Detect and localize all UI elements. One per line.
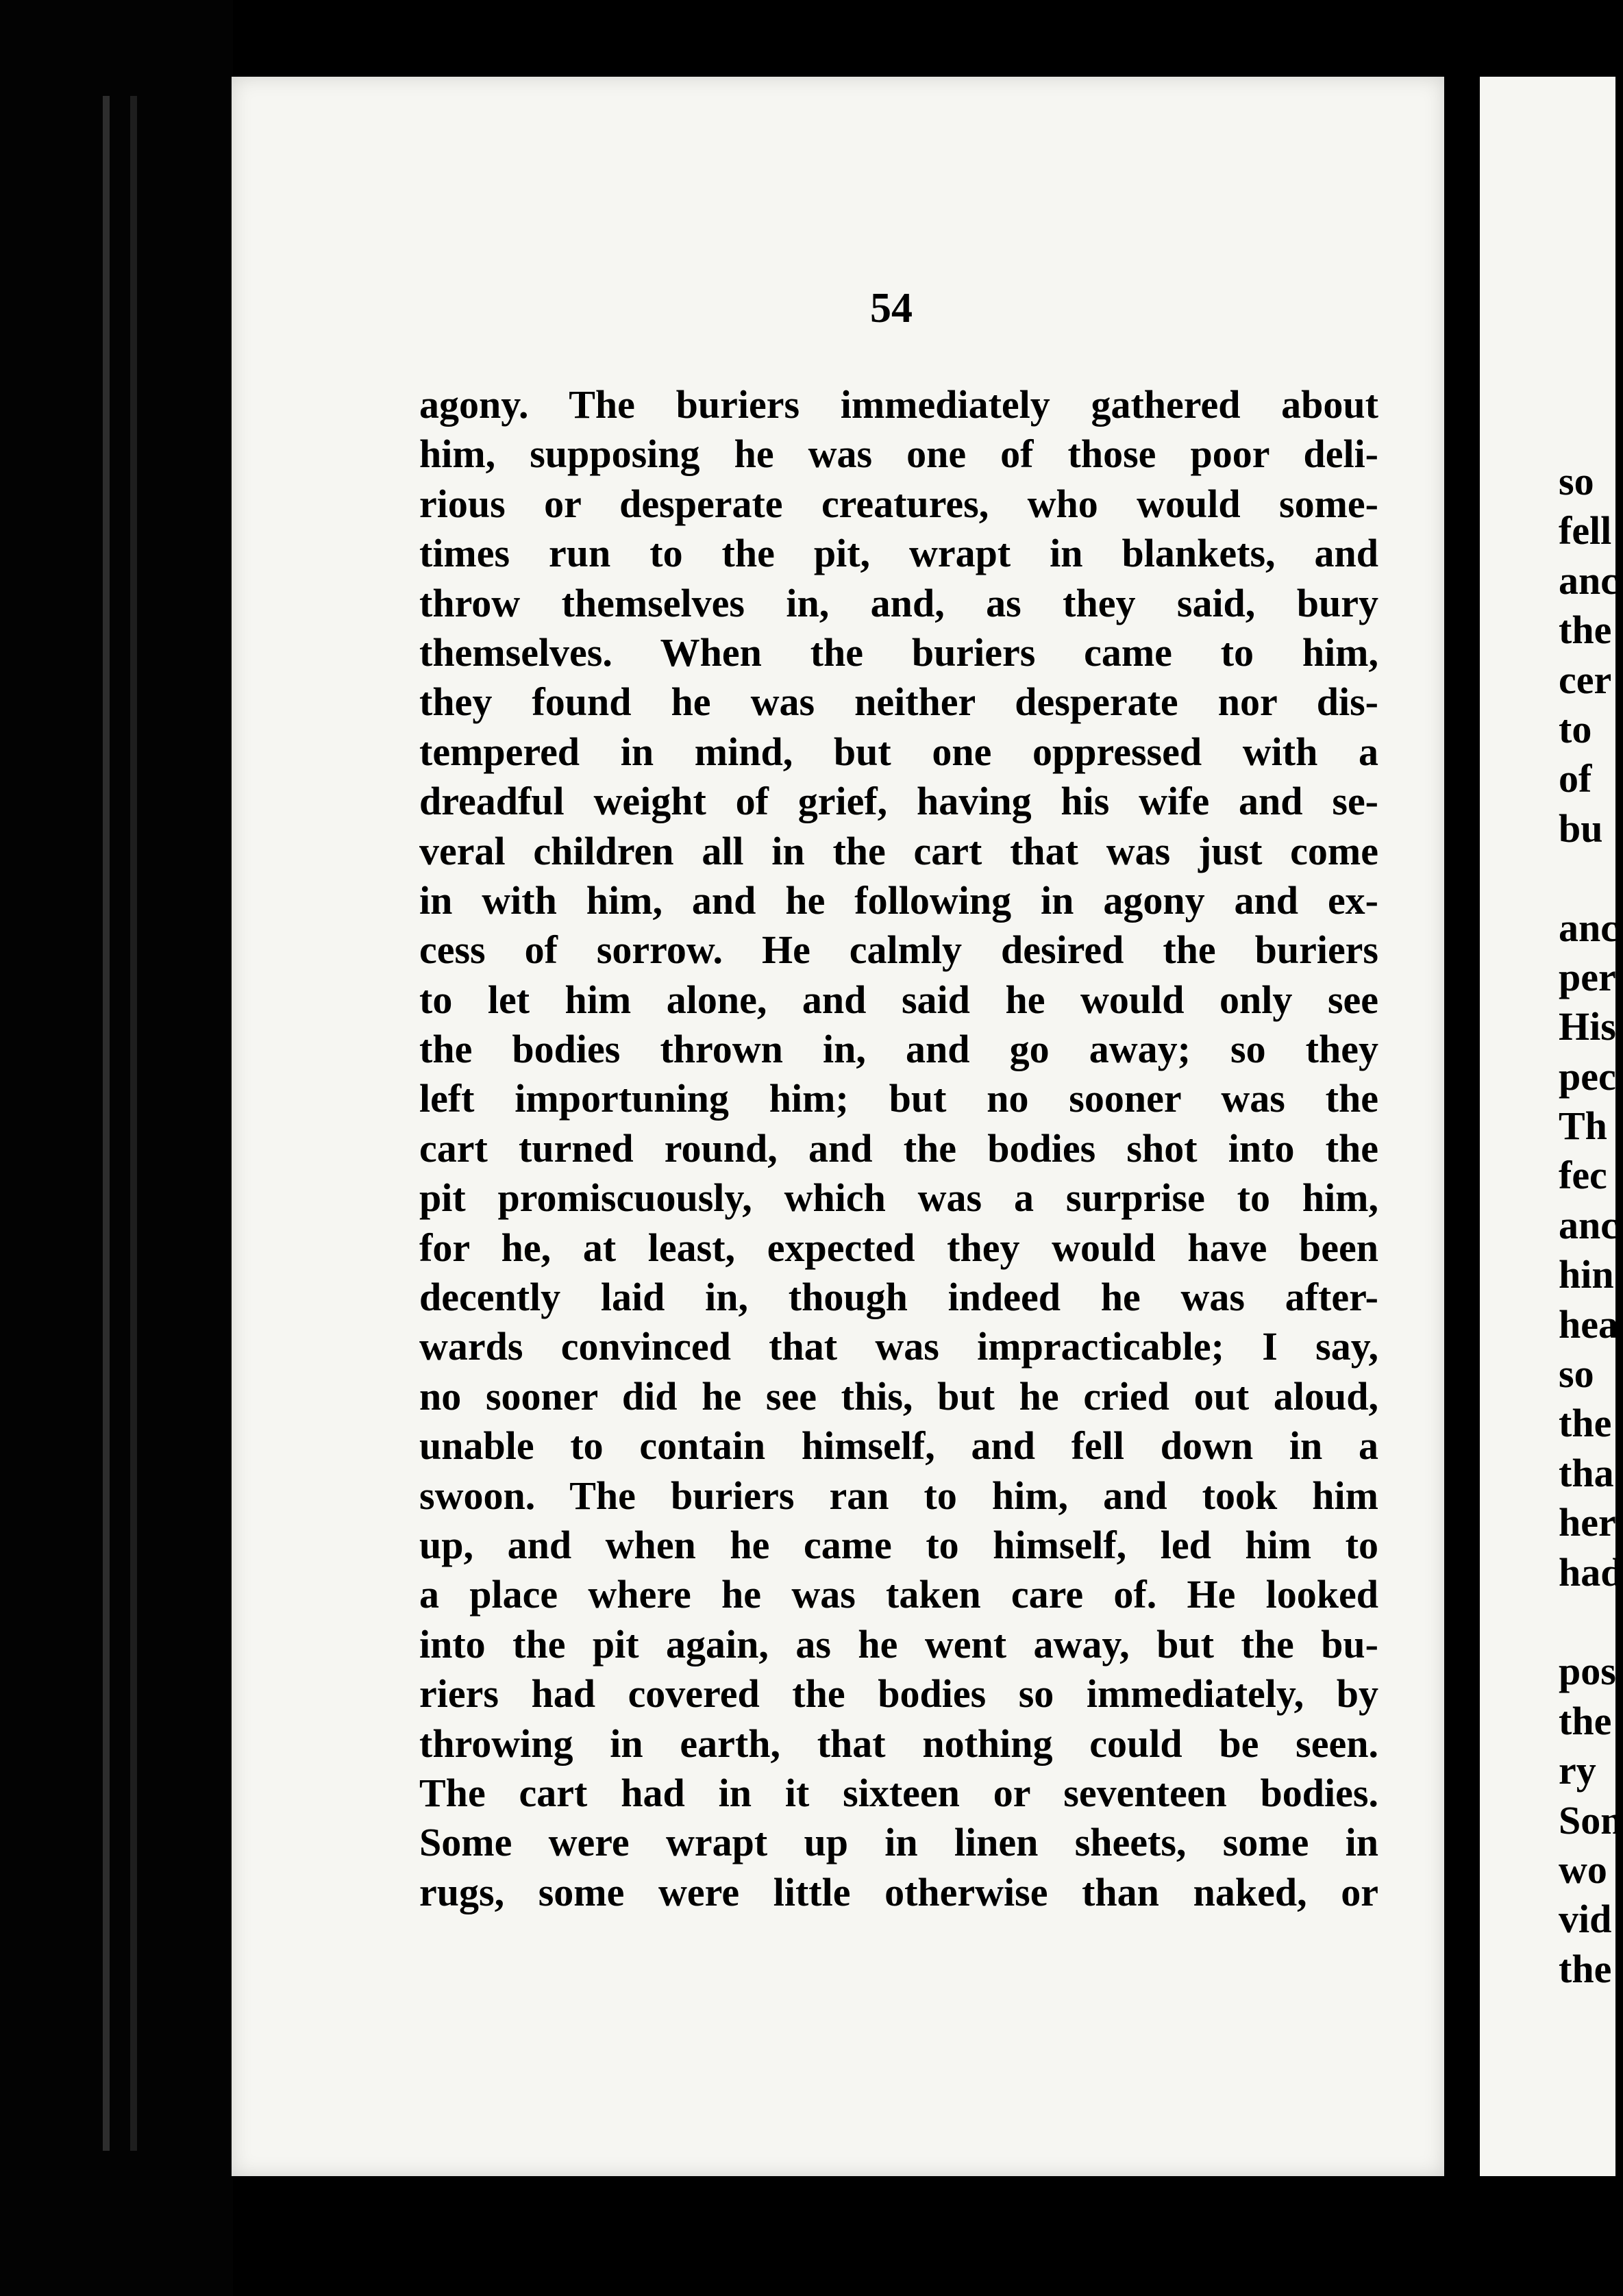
facing-line-fragment: hin [1559,1252,1614,1297]
facing-line-fragment: so [1559,459,1594,503]
text-line: to let him alone, and said he would only see [419,977,1378,1022]
text-line: veral children all in the cart that was just come [419,828,1378,873]
facing-line-fragment: the [1559,1698,1612,1743]
text-line: themselves. When the buriers came to him, [419,629,1378,675]
facing-line-fragment: Son [1559,1797,1623,1843]
facing-line-fragment: bu [1559,806,1603,851]
facing-line-fragment: cer [1559,657,1612,702]
facing-line-fragment: per [1559,954,1616,999]
text-line: riers had covered the bodies so immediately, by [419,1671,1378,1717]
facing-line-fragment: fec [1559,1153,1607,1198]
facing-line-fragment [1559,1597,1623,1647]
text-line: up, and when he came to himself, led him to [419,1522,1378,1567]
text-line: unable to contain himself, and fell down in a [419,1423,1378,1469]
text-line: rugs, some were little otherwise than naked, or [419,1869,1378,1914]
facing-line-fragment: tha [1559,1450,1614,1495]
facing-line-fragment: pos [1559,1649,1616,1694]
page-number: 54 [870,285,913,332]
page-gutter [1444,77,1480,2176]
text-line: the bodies thrown in, and go away; so they [419,1027,1378,1072]
text-line: in with him, and he following in agony and ex- [419,877,1378,923]
facing-line-fragment: to [1559,706,1592,751]
text-line: wards convinced that was impracticable; I say, [419,1324,1378,1369]
book-spine [0,0,233,2296]
text-line: agony. The buriers immediately gathered about [419,382,1378,427]
text-line: a place where he was taken care of. He looked [419,1572,1378,1617]
text-line: cess of sorrow. He calmly desired the buriers [419,927,1378,973]
text-line: dreadful weight of grief, having his wife and se- [419,779,1378,824]
text-line: him, supposing he was one of those poor deli- [419,432,1378,477]
text-line: times run to the pit, wrapt in blankets, and [419,531,1378,576]
facing-line-fragment: hea [1559,1301,1618,1347]
text-line: pit promiscuously, which was a surprise to him, [419,1175,1378,1221]
facing-line-fragment: the [1559,608,1612,653]
text-line: decently laid in, though indeed he was after- [419,1275,1378,1320]
facing-line-fragment: pec [1559,1053,1616,1099]
text-line: they found he was neither desperate nor dis- [419,679,1378,725]
text-line: rious or desperate creatures, who would some- [419,481,1378,526]
facing-line-fragment: anc [1559,905,1618,950]
text-line: left importuning him; but no sooner was the [419,1076,1378,1121]
facing-line-fragment: the [1559,1946,1612,1991]
facing-line-fragment: the [1559,1401,1612,1446]
facing-line-fragment: fell [1559,508,1612,553]
text-line: no sooner did he see this, but he cried out aloud, [419,1373,1378,1419]
spine-edge [130,96,137,2151]
facing-line-fragment: His [1559,1004,1616,1049]
body-text [419,380,1378,1917]
text-line: tempered in mind, but one oppressed with a [419,729,1378,774]
facing-line-fragment [1559,853,1623,903]
facing-line-fragment: anc [1559,1202,1618,1247]
text-line: throwing in earth, that nothing could be seen. [419,1721,1378,1766]
text-line: throw themselves in, and, as they said, bury [419,580,1378,625]
facing-page [1480,77,1623,2176]
facing-line-fragment: vid [1559,1897,1612,1942]
facing-line-fragment: ry [1559,1748,1596,1793]
facing-line-fragment: had [1559,1549,1623,1595]
spine-edge [103,96,110,2151]
text-line: The cart had in it sixteen or seventeen bodies. [419,1770,1378,1815]
facing-line-fragment: Th [1559,1103,1607,1149]
text-line: for he, at least, expected they would have been [419,1225,1378,1270]
text-line: swoon. The buriers ran to him, and took him [419,1473,1378,1518]
facing-line-fragment: so [1559,1351,1594,1397]
facing-line-fragment: of [1559,756,1592,801]
facing-page-text [1559,457,1623,1994]
text-line: Some were wrapt up in linen sheets, some in [419,1820,1378,1865]
facing-line-fragment: wo [1559,1847,1607,1892]
facing-line-fragment: her [1559,1500,1616,1545]
text-line: cart turned round, and the bodies shot into the [419,1125,1378,1171]
text-line: into the pit again, as he went away, but the bu- [419,1621,1378,1667]
facing-line-fragment: anc [1559,558,1618,603]
